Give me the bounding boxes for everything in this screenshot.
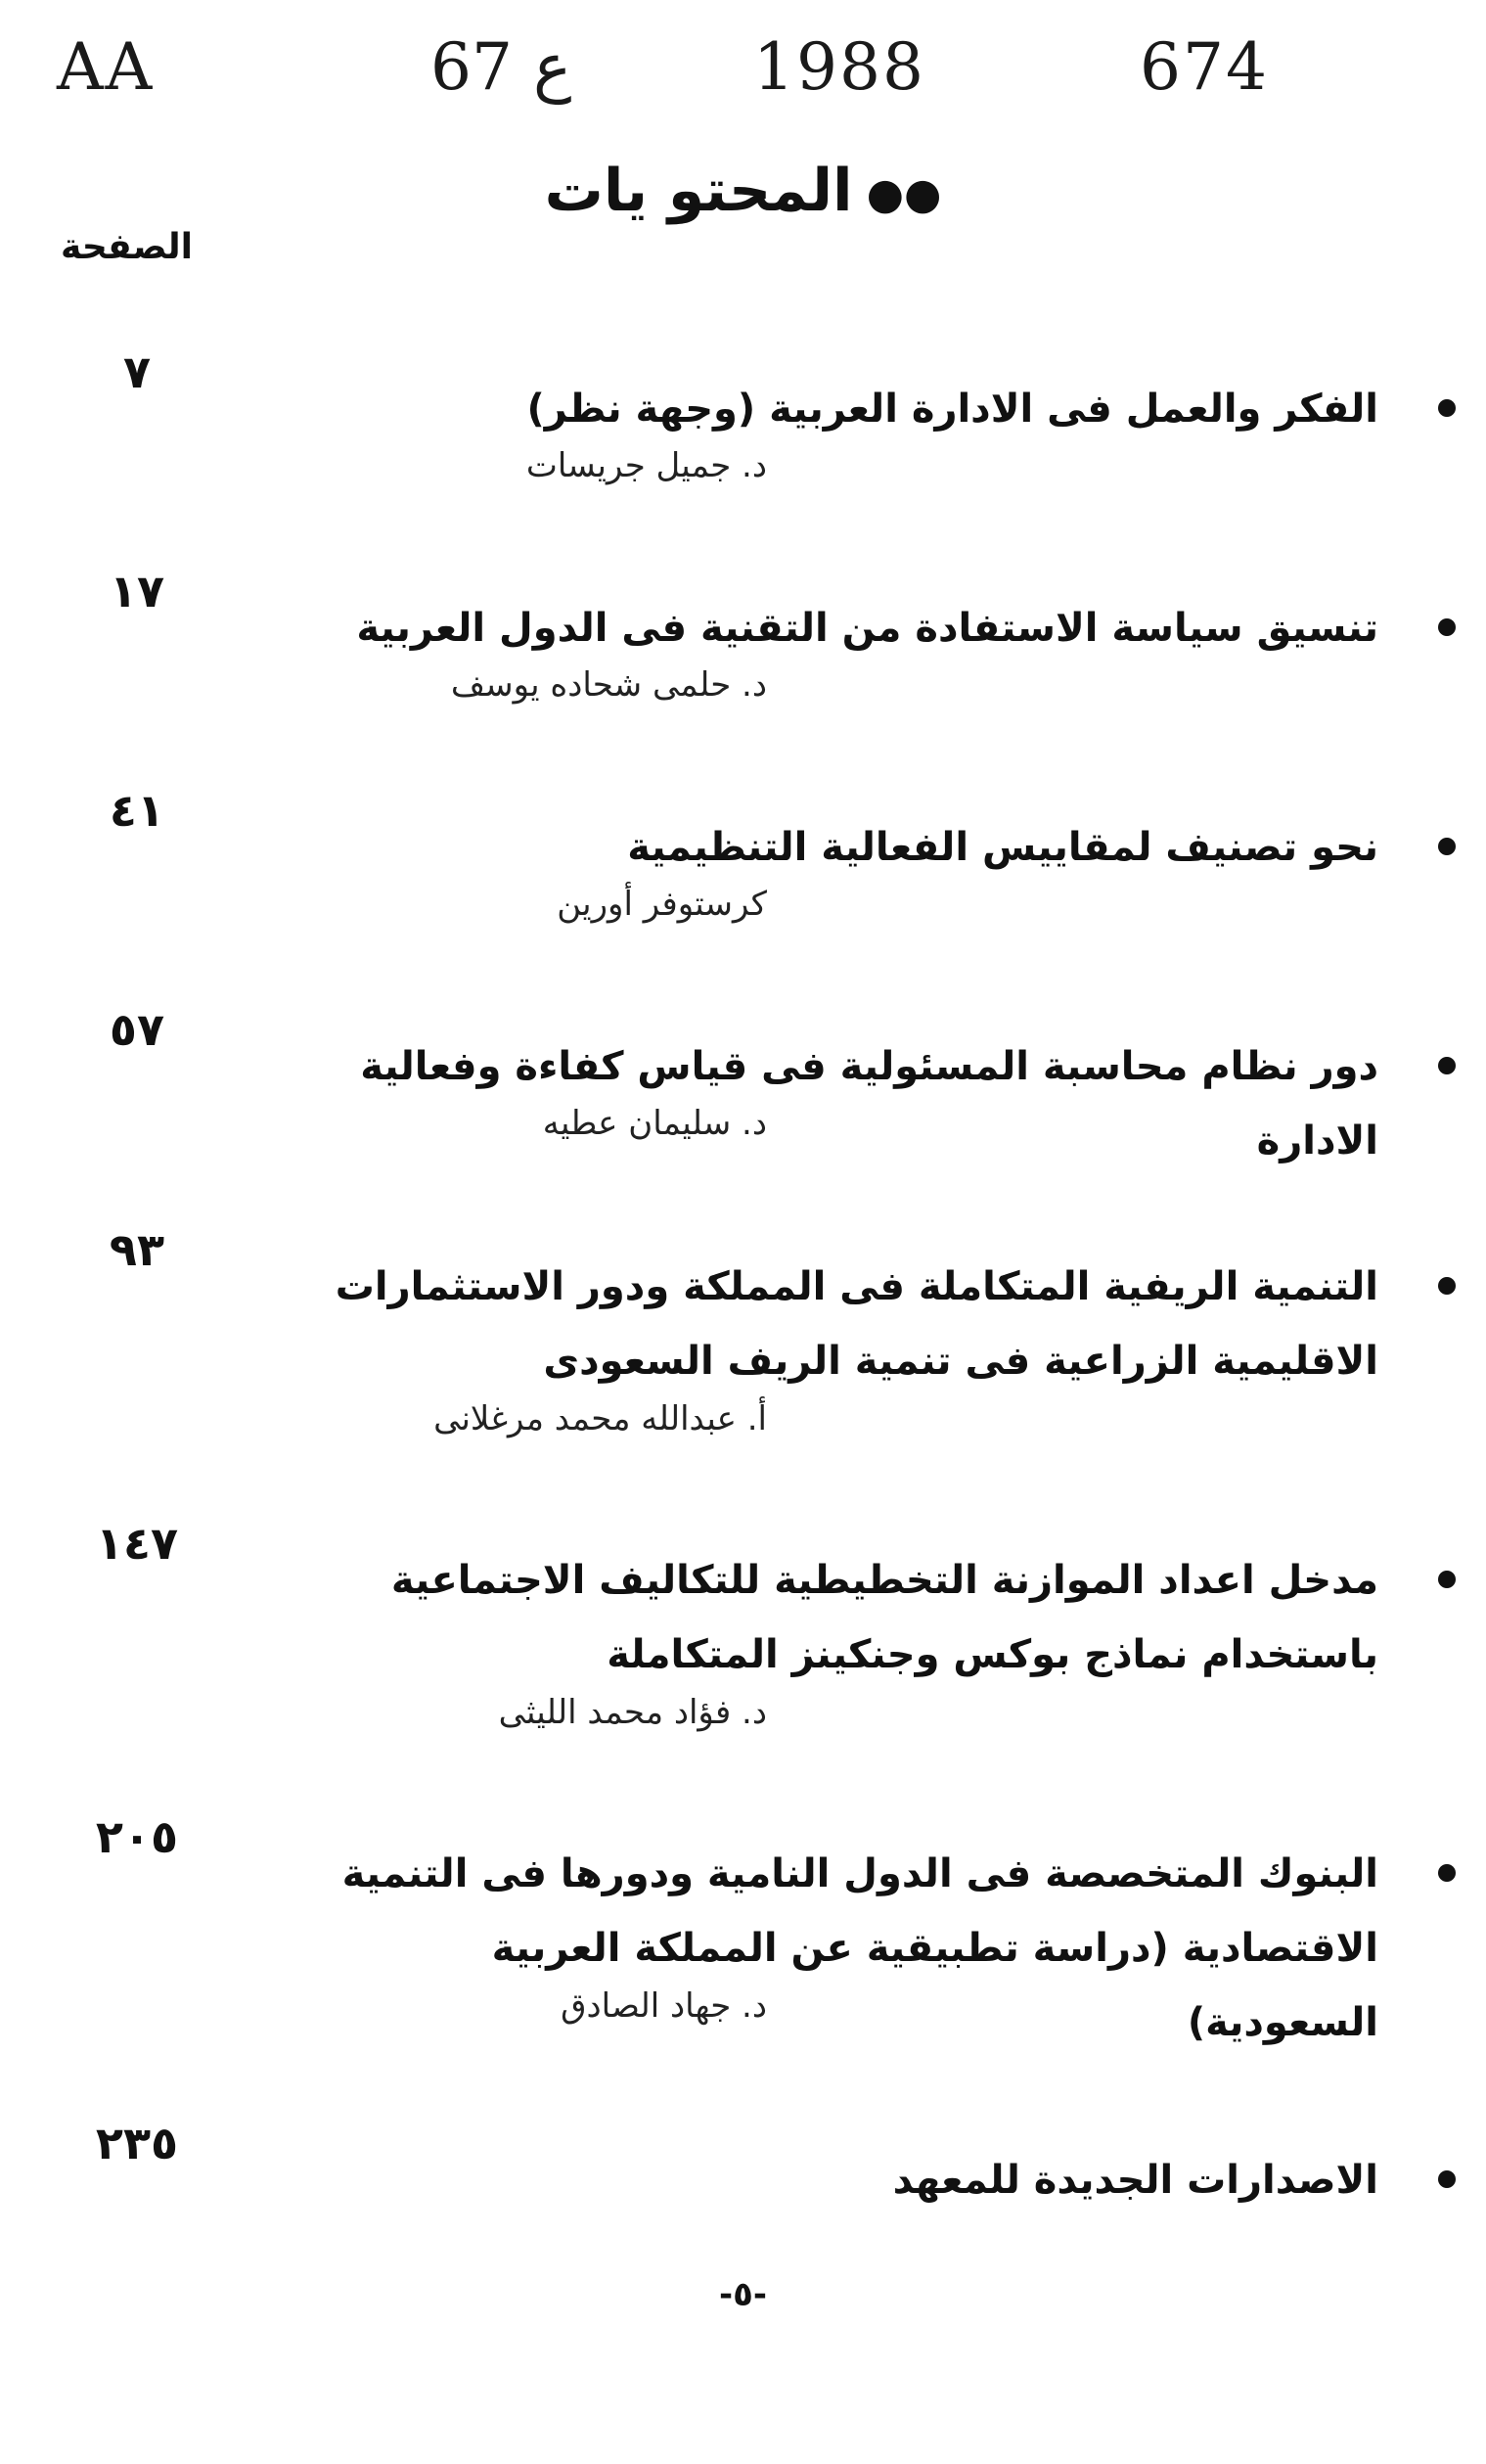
toc-entry-page: ٢٣٥ — [95, 2117, 179, 2169]
toc-entry-title: مدخل اعداد الموازنة التخطيطية للتكاليف الاجتماعية باستخدام نماذج بوكس وجنكينز المتكاملة — [390, 1558, 1378, 1677]
toc-entry-author: د. سليمان عطيه — [542, 1104, 767, 1143]
bullet-icon — [1438, 1571, 1456, 1588]
handwritten-mark: 1988 — [753, 29, 925, 105]
toc-entry-author: د. فؤاد محمد الليثى — [498, 1693, 767, 1732]
title-bullet-dots-icon: ●● — [866, 168, 942, 219]
bullet-icon — [1438, 2170, 1456, 2188]
bullet-icon — [1438, 1277, 1456, 1295]
toc-entry-author: د. حلمى شحاده يوسف — [450, 665, 767, 705]
handwritten-mark: AA — [57, 29, 155, 105]
toc-entry-author: كرستوفر أورين — [557, 885, 767, 924]
toc-entry-title: نحو تصنيف لمقاييس الفعالية التنظيمية — [627, 825, 1378, 870]
toc-entry-page: ٢٠٥ — [95, 1810, 179, 1863]
toc-entry-title: تنسيق سياسة الاستفادة من التقنية فى الدول العربية — [356, 606, 1378, 651]
bullet-icon — [1438, 399, 1456, 417]
bullet-icon — [1438, 1864, 1456, 1882]
toc-entry-author: د. جهاد الصادق — [561, 1986, 767, 2026]
toc-entry-title: الاصدارات الجديدة للمعهد — [892, 2158, 1378, 2203]
page-title-text: المحتو يات — [544, 157, 853, 225]
toc-entry-page: ٧ — [122, 345, 152, 398]
bullet-icon — [1438, 618, 1456, 636]
page-title — [0, 157, 1486, 225]
toc-entry-page: ١٧ — [109, 565, 165, 617]
toc-entry-title: دور نظام محاسبة المسئولية فى قياس كفاءة وفعالية الادارة — [360, 1044, 1378, 1164]
toc-entry-page: ٥٧ — [109, 1003, 165, 1056]
toc-entry-title: التنمية الريفية المتكاملة فى المملكة ودور الاستثمارات الاقليمية الزراعية فى تنمية الريف السعودى — [335, 1264, 1378, 1384]
toc-entry-title: البنوك المتخصصة فى الدول النامية ودورها فى التنمية الاقتصادية (دراسة تطبيقية عن المملكة العربية السعودية) — [341, 1851, 1378, 2045]
footer-page-number: -٥- — [718, 2275, 767, 2314]
handwritten-mark: ع 67 — [430, 29, 572, 105]
toc-entry-page: ٤١ — [109, 784, 165, 837]
bullet-icon — [1438, 1057, 1456, 1074]
page-column-label: الصفحة — [61, 227, 194, 267]
handwritten-mark: 674 — [1140, 29, 1269, 105]
toc-entry-title: الفكر والعمل فى الادارة العربية (وجهة نظر) — [526, 387, 1378, 432]
toc-entry-page: ٩٣ — [109, 1223, 165, 1276]
toc-entry-author: د. جميل جريسات — [525, 446, 767, 485]
bullet-icon — [1438, 838, 1456, 855]
toc-entry-page: ١٤٧ — [95, 1517, 179, 1570]
toc-entry-author: أ. عبدالله محمد مرغلانى — [433, 1399, 767, 1438]
